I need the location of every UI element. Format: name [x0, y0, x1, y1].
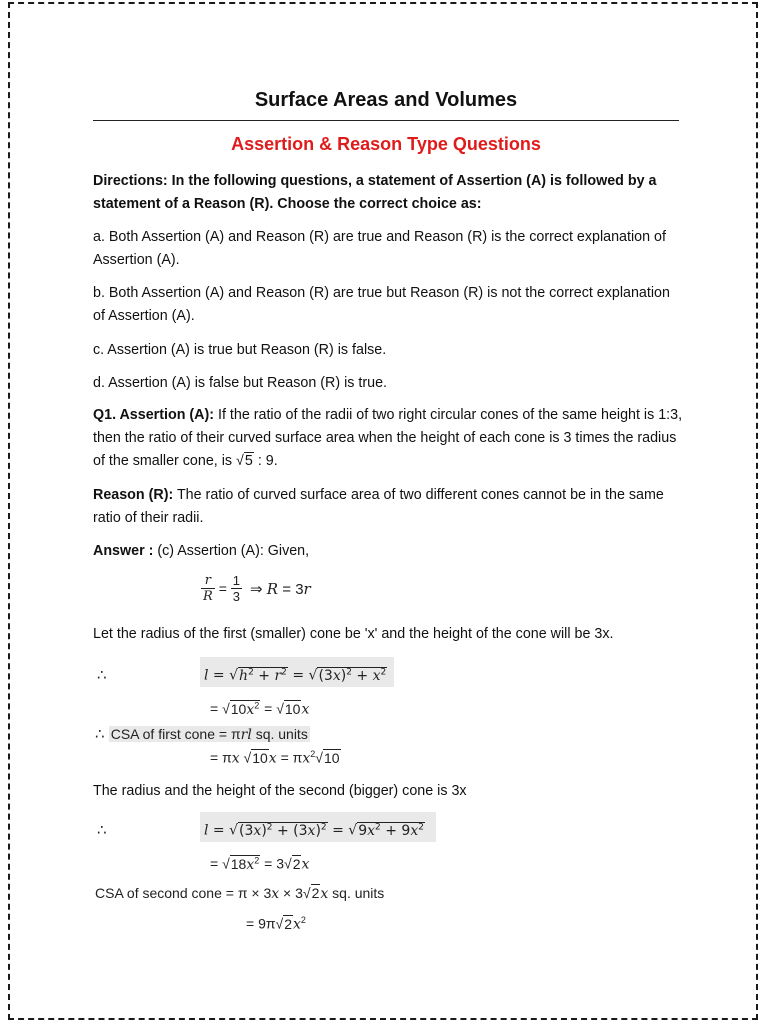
csa-first-units: sq. units [255, 726, 308, 742]
csa-first-result: = πx $√10x = \pi x^2√10$ [210, 749, 340, 767]
reason-1 [93, 484, 683, 530]
answer-label: Answer : [93, 543, 154, 559]
directions-text: Directions: In the following questions, a statement of Assertion (A) is followed by a statement of a Reason (R). Choose the correct choice as: [93, 173, 657, 212]
answer-line [93, 540, 683, 563]
csa-second-label: CSA of second cone [95, 885, 222, 901]
csa-second-units: sq. units [332, 885, 385, 901]
option-b: b. Both Assertion (A) and Reason (R) are true but Reason (R) is not the correct explanation of Assertion (A). [93, 285, 670, 324]
csa-second-result: = $9\pi√2x^2$ [246, 915, 306, 933]
reason-text: The ratio of curved surface area of two different cones cannot be in the same ratio of their radii. [93, 487, 664, 526]
csa-first-row: ∴ CSA of first cone = πrl sq. units [95, 726, 308, 743]
csa-second-row: CSA of second cone = π × 3x × 3√2x sq. units [95, 885, 385, 902]
question-1-sqrt-value: 5 [244, 453, 253, 469]
therefore-symbol-1: ∴ [97, 667, 107, 684]
question-1: Q1. Assertion (A): If the ratio of the radii of two right circular cones of the same height is 1:3, then the ratio of their curved surface area when the height of each cone is 3 times the radius of the smaller cone, is √5 : 9. [93, 407, 683, 469]
question-1-text-end: : 9. [253, 453, 278, 469]
therefore-symbol-2: ∴ [97, 822, 107, 839]
section-subtitle: Assertion & Reason Type Questions [231, 134, 541, 154]
title-divider [93, 120, 679, 121]
slant-height-equation-1: $l = √h^2 + r^2 = √(3x)^2 + x^2$ [200, 657, 394, 687]
second-cone-statement: The radius and the height of the second (bigger) cone is 3x [93, 783, 467, 799]
slant-height-result-2: = $√18x^2 = 3√2x$ [210, 855, 310, 873]
slant-height-result-1: = $√10x^2 = √10x$ [210, 700, 310, 718]
option-d: d. Assertion (A) is false but Reason (R) is true. [93, 375, 387, 391]
slant-height-equation-2: $l = √(3x)^2 + (3x)^2 = √9x^2 + 9x^2$ [200, 812, 436, 842]
reason-label: Reason (R): [93, 487, 174, 503]
option-c: c. Assertion (A) is true but Reason (R) is false. [93, 342, 387, 358]
page-title: Surface Areas and Volumes [254, 89, 518, 111]
answer-text: (c) Assertion (A): Given, [153, 543, 310, 559]
radius-statement: Let the radius of the first (smaller) cone be 'x' and the height of the cone will be 3x. [93, 626, 614, 642]
question-1-label: Q1. Assertion (A): [93, 407, 215, 423]
option-a: a. Both Assertion (A) and Reason (R) are true and Reason (R) is the correct explanation of Assertion (A). [93, 229, 666, 268]
csa-first-label: CSA of first cone [110, 726, 215, 742]
ratio-equation: $\frac{r}{R}$ = $\frac{1}{3}$ ⇒ R = 3r [203, 573, 311, 604]
question-1-text: If the ratio of the radii of two right circular cones of the same height is 1:3, then the ratio of their curved surface area when the height of each cone is 3 times the radius of the smaller cone, is [93, 407, 683, 469]
